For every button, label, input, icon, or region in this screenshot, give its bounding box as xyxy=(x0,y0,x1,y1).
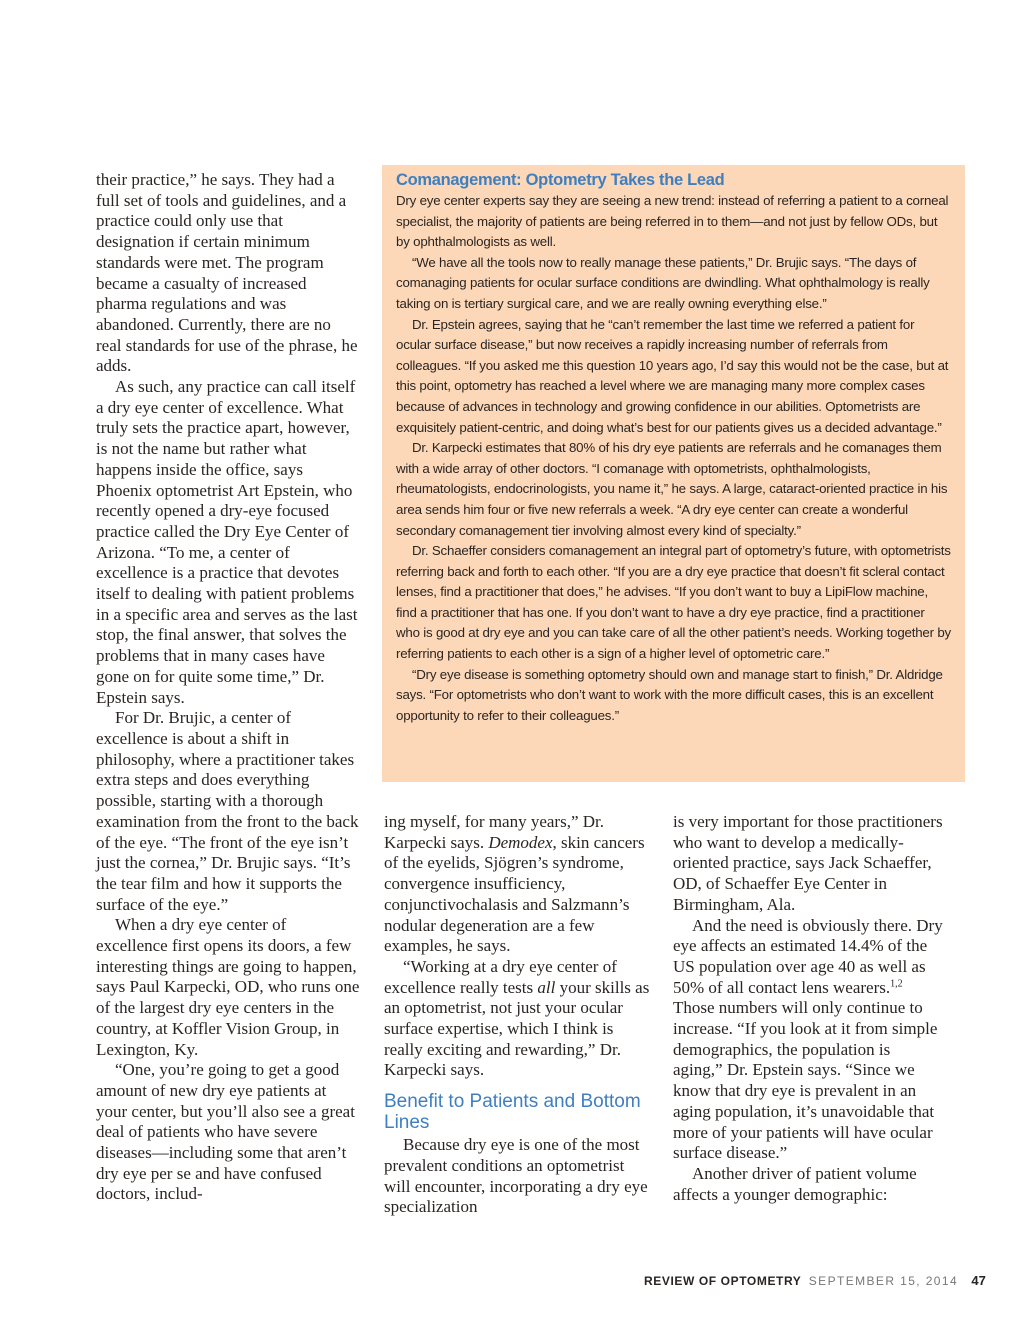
body-paragraph: Another driver of patient volume affects a younger demographic: xyxy=(673,1163,917,1204)
body-paragraph: their practice,” he says. They had a full set of tools and guidelines, and a practice could only use that designation if certain minimum standards were met. The program became a casualty of increased pharma regulations and was abandoned. Currently, there are no real standards for use of the phrase, he adds. xyxy=(96,170,358,376)
body-paragraph: As such, any practice can call itself a dry eye center of excellence. What truly sets the practice apart, however, is not the name but rather what happens inside the office, says Phoenix optometrist Art Epstein, who recently opened a dry-eye focused practice called the Dry Eye Center of Arizona. “To me, a center of excellence is a practice that devotes itself to dealing with patient problems in a specific area and serves as the last stop, the final answer, that solves the problems that in many cases have gone on for quite some time,” Dr. Epstein says. xyxy=(96,377,358,707)
article-column-3 xyxy=(673,812,943,1205)
emphasis: Demodex xyxy=(488,832,553,852)
article-column-1 xyxy=(96,170,360,1205)
comanagement-sidebar xyxy=(382,165,965,782)
sidebar-title: Comanagement: Optometry Takes the Lead xyxy=(396,171,725,189)
sidebar-paragraph: Dr. Epstein agrees, saying that he “can’t remember the last time we referred a patient for ocular surface disease,” but now receives a rapidly increasing number of referrals from colleagues. “If you asked me this question 10 years ago, I’d say this would not be the case, but at this point, optometry has reached a level where we are managing many more complex cases because of advances in technology and growing confidence in our abilities. Optometrists are exquisitely patient-centric, and doing what’s best for our patients gives us a decided advantage.” xyxy=(396,316,949,435)
section-heading: Benefit to Patients and Bottom Lines xyxy=(384,1091,641,1134)
body-paragraph: And the need is obviously there. Dry eye affects an estimated 14.4% of the US population over age 40 as well as 50% of all contact lens wearers.$^{1,2}$ Those numbers will only continue to increase. “If you look at it from simple demographics, the population is aging,” Dr. Epstein says. “Since we know that dry eye is prevalent in an aging population, it’s unavoidable that more of your patients will have ocular surface disease.” xyxy=(673,915,943,1163)
sidebar-paragraph: “We have all the tools now to really manage these patients,” Dr. Brujic says. “The days of comanaging patients for ocular surface conditions are dwindling. What ophthalmology is really taking on is tertiary surgical care, and we are really owning everything else.” xyxy=(396,254,930,311)
body-paragraph: For Dr. Brujic, a center of excellence is about a shift in philosophy, where a practitioner takes extra steps and does everything possible, starting with a thorough examination from the front to the back of the eye. “The front of the eye isn’t just the cornea,” Dr. Brujic says. “It’s the tear film and how it supports the surface of the eye.” xyxy=(96,708,359,914)
article-column-2 xyxy=(384,812,652,1218)
body-paragraph: When a dry eye center of excellence first opens its doors, a few interesting things are going to happen, says Paul Karpecki, OD, who runs one of the largest dry eye centers in the country, at Koffler Vision Group, in Lexington, Ky. xyxy=(96,915,360,1059)
sidebar-paragraph: Dr. Karpecki estimates that 80% of his dry eye patients are referrals and he comanages them with a wide array of other doctors. “I comanage with optometrists, ophthalmologists, rheumatologists, endocrinologists, you name it,” he says. A large, cataract-oriented practice in his area sends him four or five new referrals a week. “A dry eye center can create a wonderful secondary comanagement tier involving almost every kind of specialty.” xyxy=(396,440,948,538)
body-paragraph: ing myself, for many years,” Dr. Karpecki says. Demodex, skin cancers of the eyelids, Sjögren’s syndrome, convergence insufficiency, conjunctivochalasis and Salzmann’s nodular degeneration are a few examples, he says. xyxy=(384,812,645,956)
citation-superscript: 1,2 xyxy=(890,977,903,989)
sidebar-paragraph: Dry eye center experts say they are seeing a new trend: instead of referring a patient to a corneal specialist, the majority of patients are being referred in to them—and not just by fellow ODs, but by ophthalmologists as well. xyxy=(396,193,949,250)
body-paragraph: Because dry eye is one of the most prevalent conditions an optometrist will encounter, incorporating a dry eye specialization xyxy=(384,1135,648,1217)
emphasis: all xyxy=(537,977,556,997)
body-paragraph: “One, you’re going to get a good amount of new dry eye patients at your center, but you’ll also see a great deal of patients who have severe diseases—including some that aren’t dry eye per se and have confused doctors, includ- xyxy=(96,1060,355,1204)
body-paragraph: “Working at a dry eye center of excellence really tests all your skills as an optometrist, not just your ocular surface expertise, which I think is really exciting and rewarding,” Dr. Karpecki says. xyxy=(384,956,650,1080)
page-footer xyxy=(644,1273,986,1288)
publication-name: REVIEW OF OPTOMETRY xyxy=(644,1274,802,1288)
page-number: 47 xyxy=(971,1273,986,1288)
sidebar-paragraph: “Dry eye disease is something optometry should own and manage start to finish,” Dr. Aldridge says. “For optometrists who don’t want to work with the more difficult cases, this is an excellent opportunity to refer to their colleagues.” xyxy=(396,666,943,723)
issue-date: SEPTEMBER 15, 2014 xyxy=(808,1274,959,1288)
body-paragraph: is very important for those practitioners who want to develop a medically-oriented practice, says Jack Schaeffer, OD, of Schaeffer Eye Center in Birmingham, Ala. xyxy=(673,812,943,914)
sidebar-paragraph: Dr. Schaeffer considers comanagement an integral part of optometry’s future, with optometrists referring back and forth to each other. “If you are a dry eye practice that doesn’t fit scleral contact lenses, find a practitioner that does,” he advises. “If you don’t want to buy a LipiFlow machine, find a practitioner that has one. If you don’t want to have a dry eye practice, find a practitioner who is good at dry eye and you can take care of all the other patient’s needs. Working together by referring patients to each other is a sign of a higher level of optometric care.” xyxy=(396,543,951,662)
